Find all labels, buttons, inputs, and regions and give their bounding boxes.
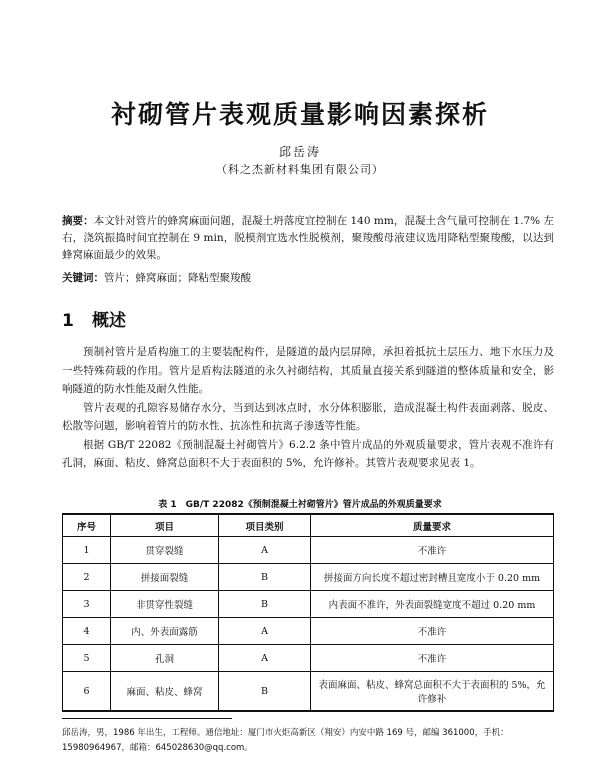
abstract <box>62 213 554 264</box>
table-cell: 1 <box>63 537 111 564</box>
table-cell: A <box>219 618 311 645</box>
table-row <box>63 564 554 591</box>
table-row <box>63 591 554 618</box>
section-heading <box>62 306 126 331</box>
abstract-label: 摘要： <box>62 215 94 227</box>
table-cell: 表面麻面、粘皮、蜂窝总面积不大于表面积的 5%，允许修补 <box>311 672 554 712</box>
table-cell: 拼接面方向长度不超过密封槽且宽度小于 0.20 mm <box>311 564 554 591</box>
table-row <box>63 537 554 564</box>
table-cell: A <box>219 537 311 564</box>
header-cell: 项目 <box>111 514 219 537</box>
table-cell: 3 <box>63 591 111 618</box>
paper-title: 衬砌管片表观质量影响因素探析 <box>110 100 489 129</box>
footnote-divider <box>62 718 232 719</box>
table-cell: 麻面、粘皮、蜂窝 <box>111 672 219 712</box>
table-cell: 2 <box>63 564 111 591</box>
table-cell: 6 <box>63 672 111 712</box>
header-cell: 序号 <box>63 514 111 537</box>
paragraph: 预制衬管片是盾构施工的主要装配构件，是隧道的最内层屏障，承担着抵抗土层压力、地下水压力及一些特殊荷载的作用。管片是盾构法隧道的永久衬砌结构，其质量直接关系到隧道的整体质量和安全，影响隧道的防水性能及耐久性能。 <box>62 346 554 395</box>
table-cell: A <box>219 645 311 672</box>
table-cell: 不准许 <box>311 537 554 564</box>
abstract-text: 本文针对管片的蜂窝麻面问题，混凝土坍落度宜控制在 140 mm，混凝土含气量可控制在 1.7% 左右，浇筑振捣时间宜控制在 9 min，脱模剂宜选水性脱模剂，聚羧酸母液建议选用降粘型聚羧酸，以达到蜂窝麻面最少的效果。 <box>62 215 555 261</box>
keywords-text: 管片；蜂窝麻面；降粘型聚羧酸 <box>104 272 251 284</box>
body-text <box>62 343 554 473</box>
paragraph: 管片表观的孔隙容易储存水分，当到达到冰点时，水分体积膨胀，造成混凝土构件表面剥落、脱皮、松散等问题，影响着管片的防水性、抗冻性和抗离子渗透等性能。 <box>62 401 554 432</box>
table-cell: 5 <box>63 645 111 672</box>
table-cell: B <box>219 672 311 712</box>
keywords <box>62 270 554 285</box>
table-cell: 孔洞 <box>111 645 219 672</box>
table-row <box>63 618 554 645</box>
keywords-label: 关键词： <box>62 272 104 284</box>
section-number: 1 <box>62 311 74 331</box>
table-cell: 内表面不准许，外表面裂缝宽度不超过 0.20 mm <box>311 591 554 618</box>
table-cell: B <box>219 564 311 591</box>
paragraph: 根据 GB/T 22082《预制混凝土衬砌管片》6.2.2 条中管片成品的外观质量要求，管片表观不准许有孔洞，麻面、粘皮、蜂窝总面积不大于表面积的 5%，允许修补。其管片表观要求见表 1。 <box>62 438 554 469</box>
table-cell: 不准许 <box>311 645 554 672</box>
table-cell: 非贯穿性裂缝 <box>111 591 219 618</box>
table-row <box>63 672 554 712</box>
header-cell: 质量要求 <box>311 514 554 537</box>
table-cell: 拼接面裂缝 <box>111 564 219 591</box>
table-caption: 表 1 GB/T 22082《预制混凝土衬砌管片》管片成品的外观质量要求 <box>158 500 442 510</box>
table-header-row <box>63 514 554 537</box>
quality-requirements-table <box>62 513 554 712</box>
table-cell: 内、外表面露筋 <box>111 618 219 645</box>
table-cell: 4 <box>63 618 111 645</box>
table-cell: 不准许 <box>311 618 554 645</box>
table-cell: 贯穿裂缝 <box>111 537 219 564</box>
author-affiliation: （科之杰新材料集团有限公司） <box>216 163 384 176</box>
table-cell: B <box>219 591 311 618</box>
section-title: 概述 <box>92 311 126 331</box>
header-cell: 项目类别 <box>219 514 311 537</box>
author-footnote: 邱岳涛，男，1986 年出生，工程师。通信地址：厦门市火炬高新区（翔安）内安中路 169 号，邮编 361000，手机：15980964967，邮箱：645028630@qq.com。 <box>62 728 509 753</box>
table-row <box>63 645 554 672</box>
author-name: 邱岳涛 <box>278 145 321 159</box>
